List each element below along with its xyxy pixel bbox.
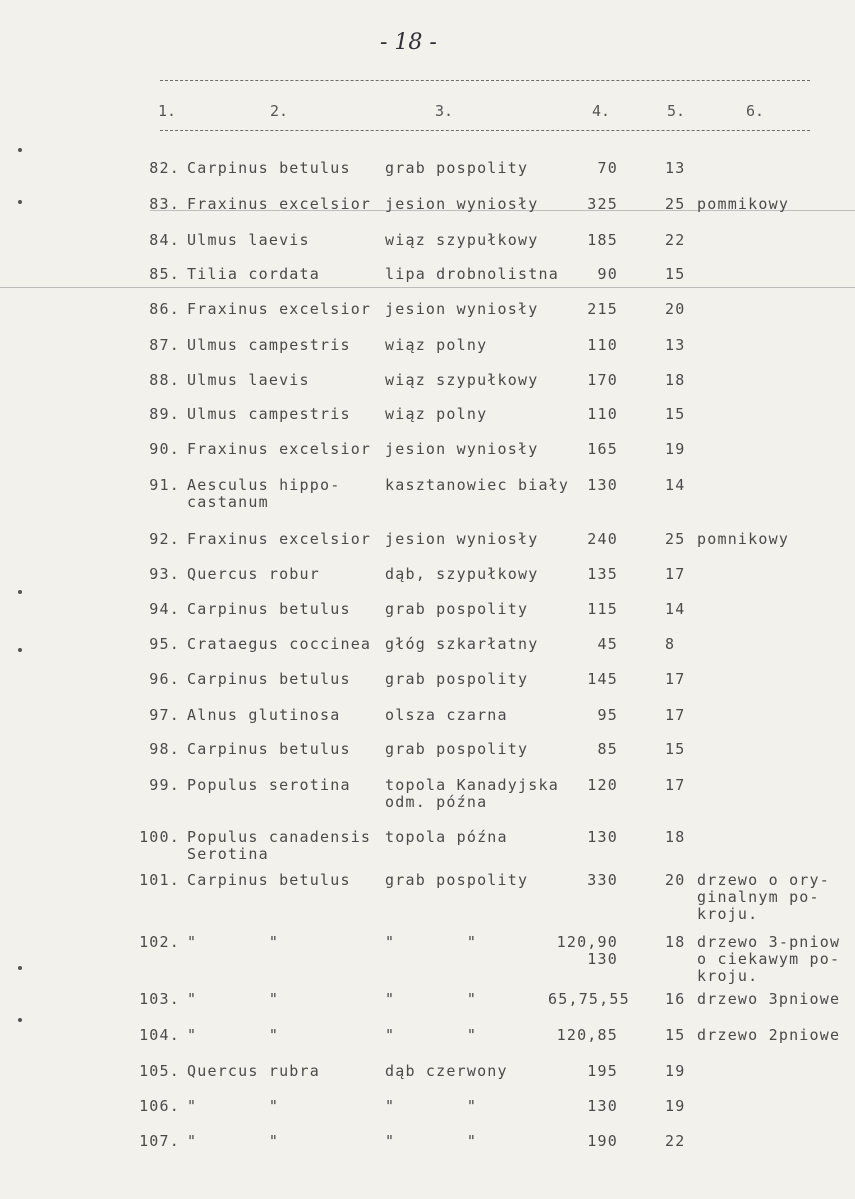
header-rule-bottom bbox=[160, 130, 810, 131]
cell-circ: 145 bbox=[587, 670, 618, 688]
cell-latin: " " bbox=[187, 1097, 280, 1115]
cell-num: 106. bbox=[139, 1097, 180, 1115]
cell-latin: Fraxinus excelsior bbox=[187, 300, 372, 318]
cell-num: 89. bbox=[149, 405, 180, 423]
cell-polish: " " bbox=[385, 990, 478, 1008]
cell-polish: jesion wyniosły bbox=[385, 530, 539, 548]
cell-latin: Crataegus coccinea bbox=[187, 635, 372, 653]
cell-latin: " " bbox=[187, 1026, 280, 1044]
cell-polish: głóg szkarłatny bbox=[385, 635, 539, 653]
ruler-line bbox=[0, 287, 855, 288]
cell-circ: 70 bbox=[597, 159, 618, 177]
cell-height: 17 bbox=[665, 776, 686, 794]
header-rule-top bbox=[160, 80, 810, 81]
cell-polish: grab pospolity bbox=[385, 159, 529, 177]
cell-circ: 85 bbox=[597, 740, 618, 758]
cell-latin: " " bbox=[187, 990, 280, 1008]
cell-polish: lipa drobnolistna bbox=[385, 265, 559, 283]
cell-polish: jesion wyniosły bbox=[385, 300, 539, 318]
cell-height: 19 bbox=[665, 1097, 686, 1115]
cell-latin: Fraxinus excelsior bbox=[187, 195, 372, 213]
cell-latin: " " bbox=[187, 933, 280, 951]
cell-circ: 240 bbox=[587, 530, 618, 548]
cell-latin: Tilia cordata bbox=[187, 265, 320, 283]
cell-height: 18 bbox=[665, 933, 686, 951]
cell-circ: 330 bbox=[587, 871, 618, 889]
cell-polish: jesion wyniosły bbox=[385, 195, 539, 213]
cell-num: 96. bbox=[149, 670, 180, 688]
cell-latin: Ulmus campestris bbox=[187, 405, 351, 423]
cell-height: 14 bbox=[665, 476, 686, 494]
cell-height: 18 bbox=[665, 828, 686, 846]
cell-circ: 135 bbox=[587, 565, 618, 583]
cell-num: 95. bbox=[149, 635, 180, 653]
cell-latin: Alnus glutinosa bbox=[187, 706, 341, 724]
cell-num: 84. bbox=[149, 231, 180, 249]
cell-circ: 120 bbox=[587, 776, 618, 794]
cell-height: 17 bbox=[665, 565, 686, 583]
cell-polish: wiąz polny bbox=[385, 405, 488, 423]
binder-mark bbox=[18, 148, 22, 152]
cell-circ: 190 bbox=[587, 1132, 618, 1150]
cell-circ: 65,75,55 bbox=[548, 990, 630, 1008]
binder-mark bbox=[18, 200, 22, 204]
cell-num: 90. bbox=[149, 440, 180, 458]
cell-polish: dąb czerwony bbox=[385, 1062, 508, 1080]
cell-polish: grab pospolity bbox=[385, 600, 529, 618]
cell-circ: 115 bbox=[587, 600, 618, 618]
cell-height: 17 bbox=[665, 706, 686, 724]
cell-circ: 325 bbox=[587, 195, 618, 213]
cell-height: 16 bbox=[665, 990, 686, 1008]
cell-latin: Carpinus betulus bbox=[187, 871, 351, 889]
cell-polish: " " bbox=[385, 1097, 478, 1115]
cell-height: 17 bbox=[665, 670, 686, 688]
cell-latin: Carpinus betulus bbox=[187, 600, 351, 618]
cell-polish: " " bbox=[385, 1026, 478, 1044]
cell-latin: Quercus rubra bbox=[187, 1062, 320, 1080]
cell-latin: Populus canadensis Serotina bbox=[187, 828, 372, 863]
cell-num: 93. bbox=[149, 565, 180, 583]
cell-circ: 90 bbox=[597, 265, 618, 283]
cell-latin: Carpinus betulus bbox=[187, 159, 351, 177]
cell-polish: " " bbox=[385, 1132, 478, 1150]
cell-circ: 165 bbox=[587, 440, 618, 458]
cell-height: 14 bbox=[665, 600, 686, 618]
cell-latin: Aesculus hippo- castanum bbox=[187, 476, 341, 511]
cell-circ: 110 bbox=[587, 405, 618, 423]
cell-circ: 215 bbox=[587, 300, 618, 318]
cell-circ: 120,90 130 bbox=[556, 933, 618, 968]
cell-circ: 45 bbox=[597, 635, 618, 653]
cell-num: 97. bbox=[149, 706, 180, 724]
binder-mark bbox=[18, 590, 22, 594]
cell-note: drzewo 2pniowe bbox=[697, 1026, 841, 1044]
page-number: - 18 - bbox=[380, 30, 437, 55]
cell-height: 22 bbox=[665, 231, 686, 249]
cell-polish: grab pospolity bbox=[385, 740, 529, 758]
cell-latin: Ulmus laevis bbox=[187, 231, 310, 249]
cell-height: 15 bbox=[665, 265, 686, 283]
cell-note: pomnikowy bbox=[697, 530, 790, 548]
cell-latin: " " bbox=[187, 1132, 280, 1150]
column-header-1: 1. bbox=[158, 102, 177, 120]
cell-height: 13 bbox=[665, 336, 686, 354]
cell-polish: olsza czarna bbox=[385, 706, 508, 724]
cell-latin: Fraxinus excelsior bbox=[187, 530, 372, 548]
binder-mark bbox=[18, 648, 22, 652]
cell-latin: Populus serotina bbox=[187, 776, 351, 794]
cell-num: 83. bbox=[149, 195, 180, 213]
column-header-4: 4. bbox=[592, 102, 611, 120]
cell-polish: topola późna bbox=[385, 828, 508, 846]
cell-latin: Ulmus campestris bbox=[187, 336, 351, 354]
cell-num: 92. bbox=[149, 530, 180, 548]
binder-mark bbox=[18, 966, 22, 970]
cell-circ: 130 bbox=[587, 828, 618, 846]
cell-height: 20 bbox=[665, 300, 686, 318]
cell-height: 15 bbox=[665, 1026, 686, 1044]
cell-height: 19 bbox=[665, 1062, 686, 1080]
cell-height: 18 bbox=[665, 371, 686, 389]
cell-num: 107. bbox=[139, 1132, 180, 1150]
cell-num: 98. bbox=[149, 740, 180, 758]
cell-num: 87. bbox=[149, 336, 180, 354]
binder-mark bbox=[18, 1018, 22, 1022]
cell-num: 99. bbox=[149, 776, 180, 794]
cell-num: 103. bbox=[139, 990, 180, 1008]
cell-polish: kasztanowiec biały bbox=[385, 476, 570, 494]
cell-note: drzewo 3pniowe bbox=[697, 990, 841, 1008]
column-header-5: 5. bbox=[667, 102, 686, 120]
cell-polish: grab pospolity bbox=[385, 670, 529, 688]
cell-num: 102. bbox=[139, 933, 180, 951]
cell-num: 100. bbox=[139, 828, 180, 846]
cell-latin: Ulmus laevis bbox=[187, 371, 310, 389]
cell-num: 101. bbox=[139, 871, 180, 889]
cell-num: 94. bbox=[149, 600, 180, 618]
cell-height: 15 bbox=[665, 405, 686, 423]
cell-height: 22 bbox=[665, 1132, 686, 1150]
column-header-6: 6. bbox=[746, 102, 765, 120]
cell-circ: 95 bbox=[597, 706, 618, 724]
cell-circ: 170 bbox=[587, 371, 618, 389]
cell-note: drzewo 3-pniow o ciekawym po- kroju. bbox=[697, 933, 841, 985]
cell-height: 13 bbox=[665, 159, 686, 177]
cell-num: 88. bbox=[149, 371, 180, 389]
cell-note: drzewo o ory- ginalnym po- kroju. bbox=[697, 871, 830, 923]
cell-num: 85. bbox=[149, 265, 180, 283]
cell-polish: grab pospolity bbox=[385, 871, 529, 889]
cell-circ: 120,85 bbox=[556, 1026, 618, 1044]
cell-polish: dąb, szypułkowy bbox=[385, 565, 539, 583]
cell-height: 20 bbox=[665, 871, 686, 889]
cell-num: 82. bbox=[149, 159, 180, 177]
cell-height: 19 bbox=[665, 440, 686, 458]
cell-circ: 110 bbox=[587, 336, 618, 354]
cell-circ: 185 bbox=[587, 231, 618, 249]
cell-height: 25 bbox=[665, 195, 686, 213]
cell-polish: wiąz szypułkowy bbox=[385, 231, 539, 249]
cell-height: 15 bbox=[665, 740, 686, 758]
cell-num: 91. bbox=[149, 476, 180, 494]
cell-circ: 130 bbox=[587, 1097, 618, 1115]
cell-latin: Carpinus betulus bbox=[187, 670, 351, 688]
column-header-2: 2. bbox=[270, 102, 289, 120]
cell-polish: jesion wyniosły bbox=[385, 440, 539, 458]
cell-circ: 130 bbox=[587, 476, 618, 494]
cell-num: 86. bbox=[149, 300, 180, 318]
cell-height: 25 bbox=[665, 530, 686, 548]
cell-circ: 195 bbox=[587, 1062, 618, 1080]
cell-polish: topola Kanadyjska odm. późna bbox=[385, 776, 559, 811]
cell-height: 8 bbox=[665, 635, 676, 653]
cell-polish: wiąz szypułkowy bbox=[385, 371, 539, 389]
cell-latin: Quercus robur bbox=[187, 565, 320, 583]
cell-latin: Fraxinus excelsior bbox=[187, 440, 372, 458]
cell-latin: Carpinus betulus bbox=[187, 740, 351, 758]
cell-num: 105. bbox=[139, 1062, 180, 1080]
cell-num: 104. bbox=[139, 1026, 180, 1044]
cell-note: pommikowy bbox=[697, 195, 790, 213]
cell-polish: wiąz polny bbox=[385, 336, 488, 354]
cell-polish: " " bbox=[385, 933, 478, 951]
column-header-3: 3. bbox=[435, 102, 454, 120]
